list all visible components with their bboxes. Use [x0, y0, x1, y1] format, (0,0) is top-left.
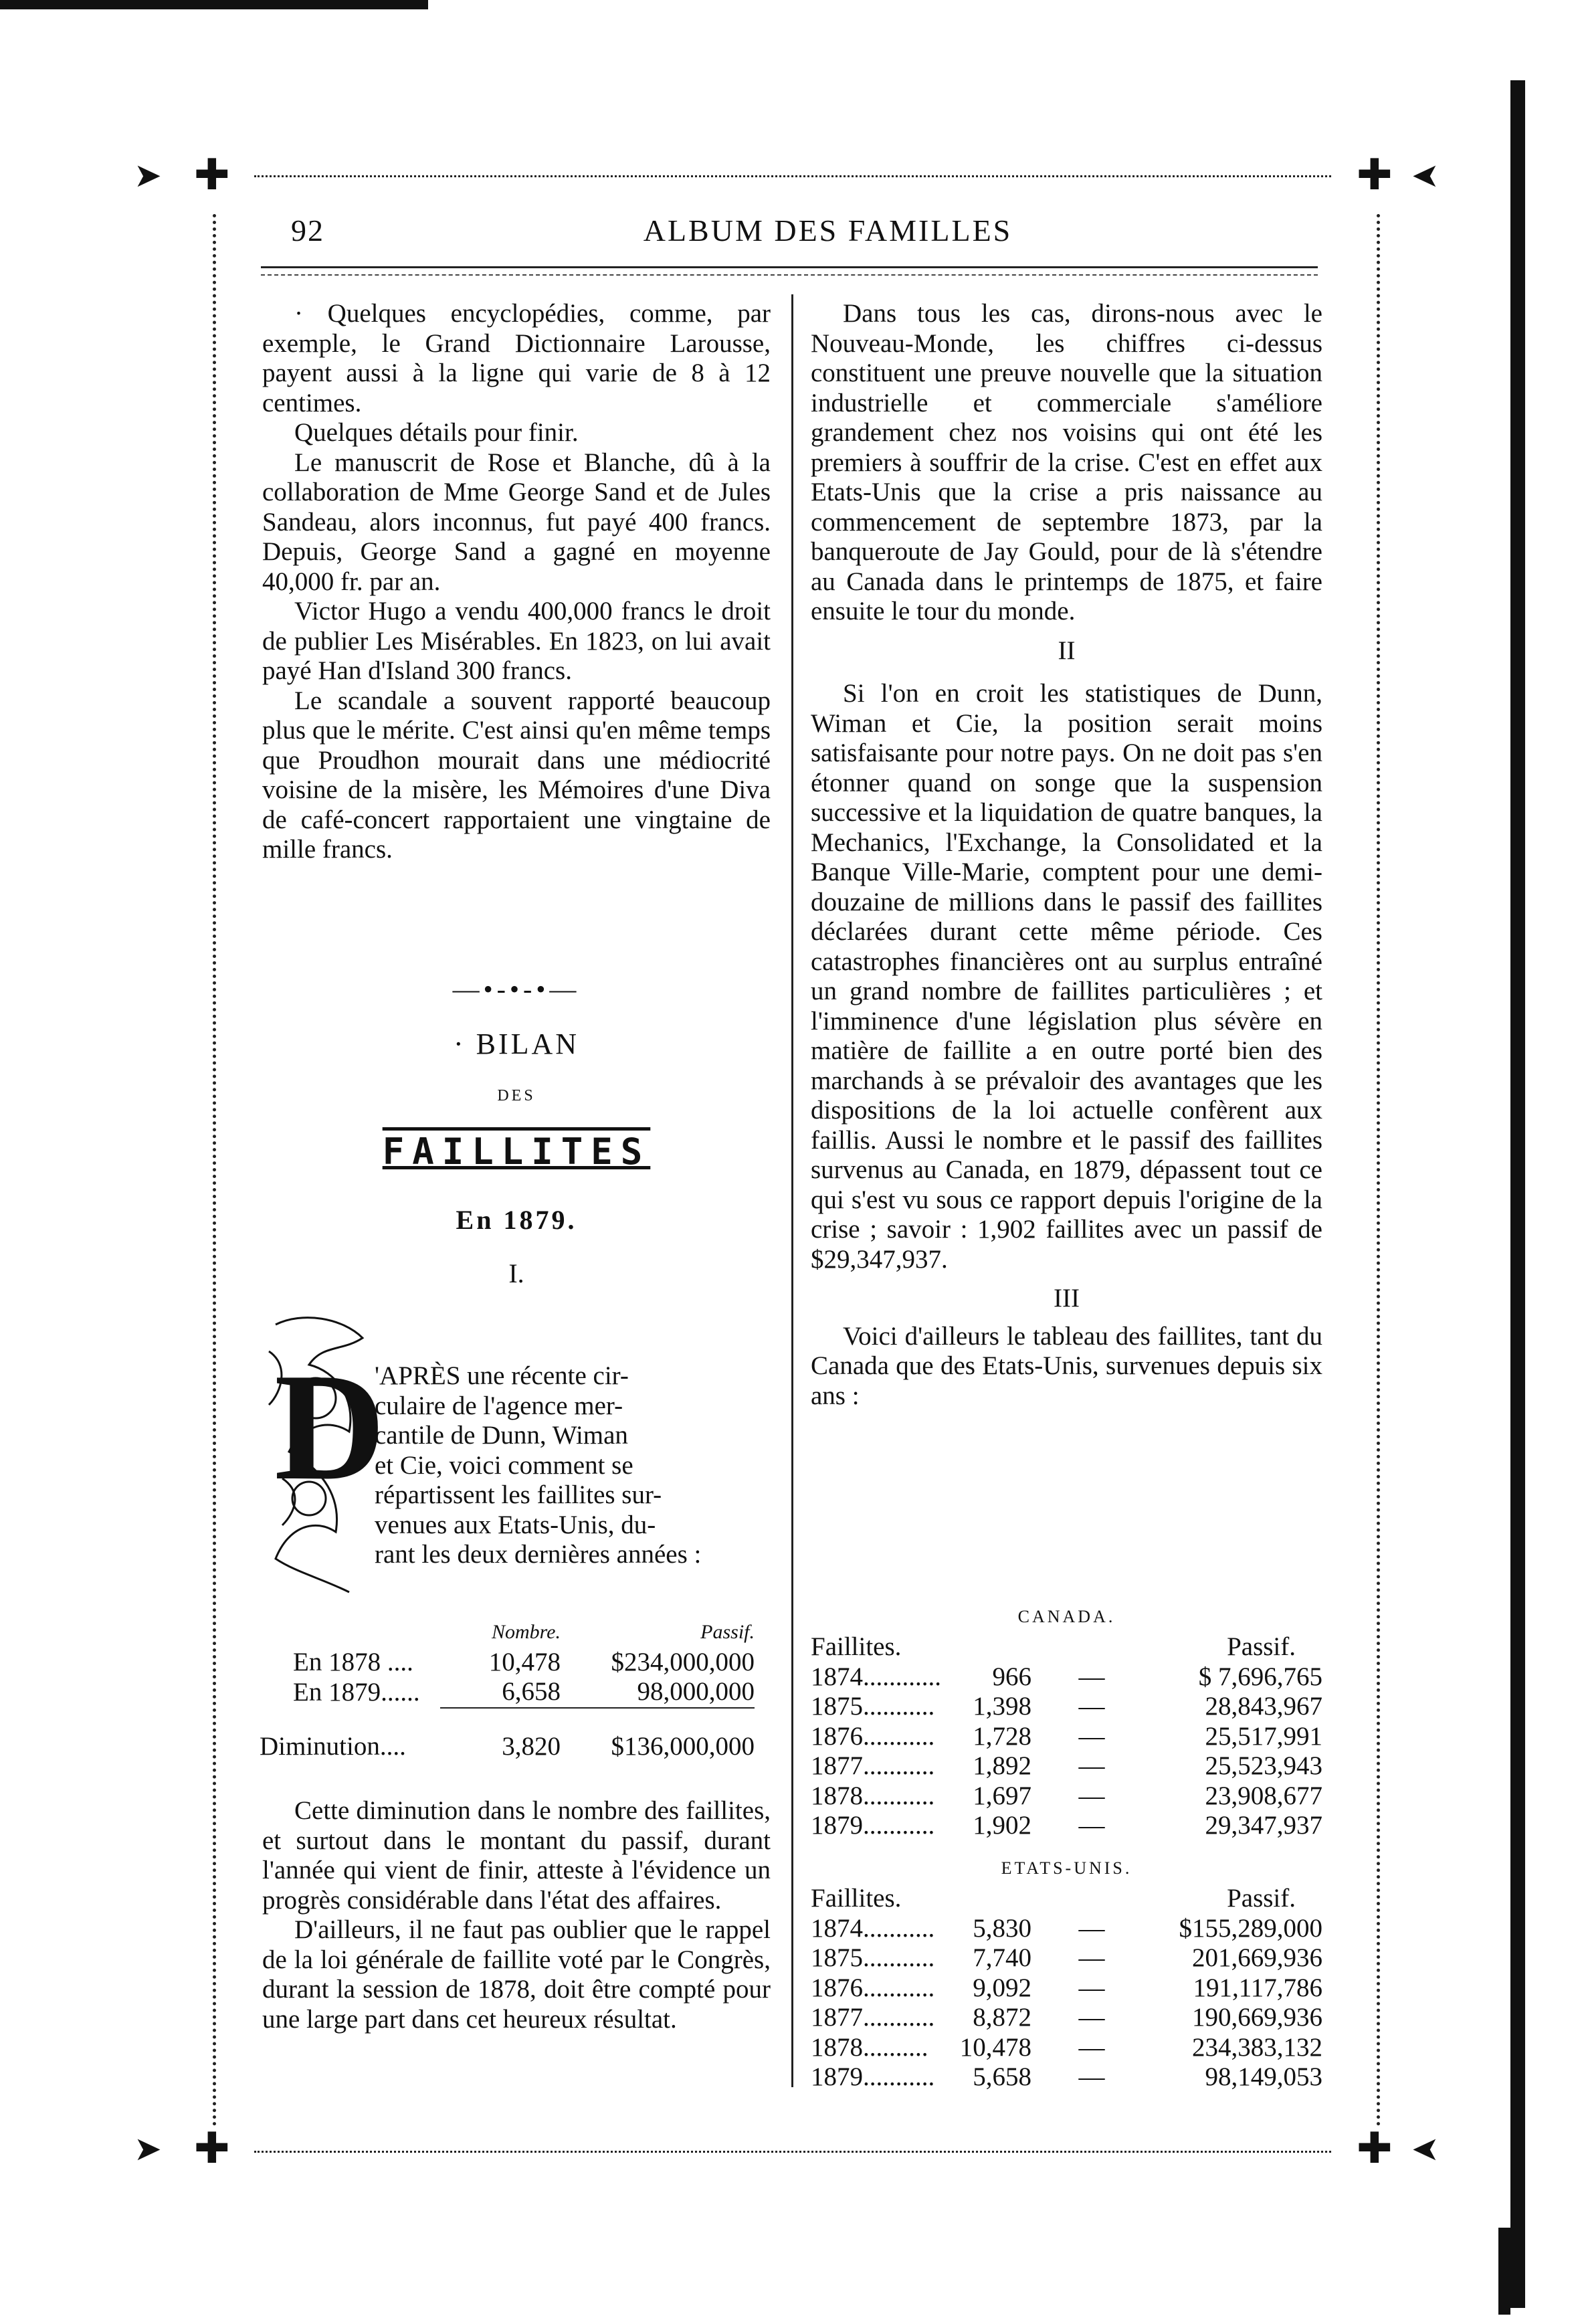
row-passif: 25,523,943: [1205, 1751, 1322, 1780]
usa-table-title: ETATS-UNIS.: [1001, 1858, 1132, 1878]
column-header-nombre: Nombre.: [491, 1621, 561, 1643]
row-year: 1878..........: [811, 2032, 928, 2062]
table-header-row: [811, 1632, 1322, 1662]
row-dash: —: [1078, 2003, 1105, 2032]
paragraph-line: 'APRÈS une récente cir-: [375, 1361, 629, 1390]
canada-failures-table: [811, 1632, 1322, 1841]
paragraph: · Quelques encyclopédies, comme, par exemple, le Grand Dictionnaire Larousse, payent aussi à la ligne qui varie de 8 à 12 centimes.: [262, 299, 771, 417]
paragraph-line: culaire de l'agence mer-: [375, 1391, 623, 1420]
table-row: [811, 1751, 1322, 1781]
failures-comparison-table: [260, 1618, 755, 1761]
table-row: [811, 2033, 1322, 2063]
row-passif: $155,289,000: [1179, 1913, 1322, 1943]
table-row: [811, 2062, 1322, 2093]
row-passif: 25,517,991: [1205, 1721, 1322, 1751]
row-label: En 1879......: [293, 1677, 420, 1707]
top-bar: [0, 0, 428, 9]
column-header-faillites: Faillites.: [811, 1632, 902, 1661]
section-subtitle-year: En 1879.: [456, 1205, 577, 1235]
row-count: 1,697: [973, 1781, 1031, 1810]
row-year: 1877...........: [811, 1751, 935, 1780]
row-passif: 23,908,677: [1205, 1781, 1322, 1810]
row-dash: —: [1078, 1721, 1105, 1751]
header-rule-dashed: [261, 274, 1318, 276]
right-column: [811, 299, 1322, 1411]
row-count: 5,830: [973, 1913, 1031, 1943]
right-edge-bar-lower: [1498, 2228, 1510, 2315]
column-header-passif: Passif.: [1227, 1884, 1296, 1913]
dropcap-paragraph: [375, 1361, 773, 1570]
table-row: [811, 1692, 1322, 1722]
row-dash: —: [1078, 2032, 1105, 2062]
row-passif: 98,149,053: [1205, 2062, 1322, 2091]
row-count: 7,740: [973, 1943, 1031, 1972]
paragraph: D'ailleurs, il ne faut pas oublier que le rappel de la loi générale de faillite voté par le Congrès, durant la session de 1878, doit être compté pour une large part dans cet heureux résultat.: [262, 1915, 771, 2034]
row-count: 8,872: [973, 2003, 1031, 2032]
row-passif: 234,383,132: [1192, 2032, 1322, 2062]
paragraph-line: venues aux Etats-Unis, du-: [375, 1510, 656, 1539]
row-dash: —: [1078, 1662, 1105, 1691]
paragraph-line: cantile de Dunn, Wiman: [375, 1421, 628, 1450]
row-dash: —: [1078, 1751, 1105, 1780]
row-year: 1874............: [811, 1662, 941, 1691]
row-year: 1878...........: [811, 1781, 935, 1810]
table-row: [260, 1677, 755, 1708]
arrow-ornament-bottom-left: ➤: [134, 2129, 162, 2168]
row-year: 1874...........: [811, 1913, 935, 1943]
table-row: [811, 1722, 1322, 1752]
row-passif: 201,669,936: [1192, 1943, 1322, 1972]
column-header-faillites: Faillites.: [811, 1884, 902, 1913]
paragraph: Le scandale a souvent rapporté beaucoup plus que le mérite. C'est ainsi qu'en même temps que Proudhon mourait dans une médiocrité voisine de la misère, les Mémoires d'une Diva de café-concert rapportaient une vingtaine de mille francs.: [262, 686, 771, 864]
arrow-ornament-right: ➤: [1411, 156, 1440, 195]
row-count: 10,478: [959, 2032, 1031, 2062]
corner-ornament-bottom-left: ✚: [194, 2124, 230, 2173]
table-row: [260, 1648, 755, 1678]
row-label: En 1878 ....: [293, 1647, 413, 1676]
table-row: [811, 1973, 1322, 2004]
paragraph: Le manuscrit de Rose et Blanche, dû à la collaboration de Mme George Sand et de Jules Sandeau, alors inconnus, fut payé 400 francs. Depuis, George Sand a gagné en moyenne 40,000 fr. par an.: [262, 448, 771, 596]
section-title-bilan: · BILAN: [453, 1028, 580, 1060]
row-dash: —: [1078, 1811, 1105, 1840]
table-row: [811, 1781, 1322, 1812]
corner-ornament-top-right: ✚: [1357, 151, 1393, 200]
diminution-nombre: 3,820: [502, 1731, 561, 1761]
row-passif: 190,669,936: [1192, 2003, 1322, 2032]
paragraph: Cette diminution dans le nombre des faillites, et surtout dans le montant du passif, durant l'année qui vient de finir, atteste à l'évidence un progrès considérable dans l'état des affaires.: [262, 1796, 771, 1915]
paragraph: Quelques détails pour finir.: [294, 418, 579, 447]
row-passif: 28,843,967: [1205, 1692, 1322, 1721]
row-dash: —: [1078, 2062, 1105, 2091]
paragraph: Si l'on en croit les statistiques de Dunn, Wiman et Cie, la position serait moins satisfaisante pour notre pays. On ne doit pas s'en étonner quand on songe que la suspension successive et la liquidation de quatre banques, la Mechanics, l'Exchange, la Consolidated et la Banque Ville-Marie, comptent pour une demi-douzaine de millions dans le passif des faillites déclarées durant cette même période. Ces catastrophes financières ont au surplus entraîné un grand nombre de faillites particulières ; et l'imminence d'une législation plus sévère en matière de faillite a en outre porté bien des marchands à se prévaloir des avantages que les dispositions de la loi actuelle confèrent aux faillis. Aussi le nombre et le passif des faillites survenus au Canada, en 1879, dépassent tout ce qui s'est vu sous ce rapport depuis l'origine de la crise ; savoir : 1,902 faillites avec un passif de $29,347,937.: [811, 679, 1322, 1274]
frame-top-border: [254, 175, 1331, 184]
ornamental-separator: —•-•-•—: [452, 974, 581, 1004]
table-row: [811, 1943, 1322, 1973]
diminution-label: Diminution....: [260, 1731, 406, 1761]
canada-table-title: CANADA.: [1017, 1607, 1116, 1626]
corner-ornament-top-left: ✚: [194, 151, 230, 200]
column-rule: [791, 294, 793, 2087]
frame-left-border: [213, 214, 216, 2127]
row-dash: —: [1078, 1943, 1105, 1972]
row-year: 1875...........: [811, 1692, 935, 1721]
section-title-des: DES: [497, 1087, 536, 1104]
diminution-passif: $136,000,000: [611, 1731, 755, 1761]
usa-failures-table: [811, 1884, 1322, 2093]
row-passif: 191,117,786: [1193, 1973, 1322, 2002]
left-column-lower: [262, 1796, 771, 2034]
corner-ornament-bottom-right: ✚: [1357, 2124, 1393, 2173]
page-number: 92: [291, 213, 324, 248]
row-count: 966: [992, 1662, 1031, 1691]
table-row: [811, 2003, 1322, 2033]
row-year: 1875...........: [811, 1943, 935, 1972]
running-title: ALBUM DES FAMILLES: [643, 213, 1013, 248]
row-dash: —: [1078, 1692, 1105, 1721]
row-passif: 29,347,937: [1205, 1811, 1322, 1840]
row-year: 1879...........: [811, 1811, 935, 1840]
column-header-passif: Passif.: [700, 1621, 755, 1643]
row-year: 1876...........: [811, 1721, 935, 1751]
frame-bottom-border: [254, 2151, 1331, 2159]
row-passif: $234,000,000: [611, 1647, 755, 1676]
row-count: 1,398: [973, 1692, 1031, 1721]
row-passif: 98,000,000: [561, 1677, 755, 1708]
section-number-iii: III: [1054, 1284, 1080, 1313]
row-count: 9,092: [973, 1973, 1031, 2002]
section-number-ii: II: [1058, 636, 1076, 665]
right-edge-bar: [1510, 80, 1525, 2308]
section-title-faillites: FAILLITES: [382, 1131, 651, 1173]
frame-right-border: [1377, 214, 1380, 2127]
row-passif: $ 7,696,765: [1198, 1662, 1322, 1691]
row-dash: —: [1078, 1973, 1105, 2002]
left-column: [262, 299, 771, 865]
row-count: 1,902: [973, 1811, 1031, 1840]
row-dash: —: [1078, 1913, 1105, 1943]
row-dash: —: [1078, 1781, 1105, 1810]
table-total-row: [260, 1732, 755, 1762]
row-year: 1876...........: [811, 1973, 935, 2002]
row-count: 5,658: [973, 2062, 1031, 2091]
table-header-row: [811, 1884, 1322, 1914]
row-year: 1877...........: [811, 2003, 935, 2032]
row-count: 1,728: [973, 1721, 1031, 1751]
table-row: [811, 1914, 1322, 1944]
dropcap-letter: D: [274, 1341, 386, 1512]
arrow-ornament-left: ➤: [134, 156, 162, 195]
paragraph-line: rant les deux dernières années :: [375, 1540, 702, 1569]
table-row: [811, 1811, 1322, 1841]
paragraph: Dans tous les cas, dirons-nous avec le Nouveau-Monde, les chiffres ci-dessus constituent une preuve nouvelle que la situation industrielle et commerciale s'améliore grandement chez nos voisins qui ont été les premiers à souffrir de la crise. C'est en effet aux Etats-Unis que la crise a pris naissance au commencement de septembre 1873, par la banqueroute de Jay Gould, pour de là s'étendre au Canada dans le printemps de 1875, et faire ensuite le tour du monde.: [811, 299, 1322, 625]
table-header-row: [260, 1618, 755, 1648]
paragraph-line: et Cie, voici comment se: [375, 1450, 633, 1480]
paragraph: Victor Hugo a vendu 400,000 francs le droit de publier Les Misérables. En 1823, on lui avait payé Han d'Island 300 francs.: [262, 597, 771, 685]
arrow-ornament-bottom-right: ➤: [1411, 2129, 1440, 2168]
row-count: 1,892: [973, 1751, 1031, 1780]
paragraph-line: répartissent les faillites sur-: [375, 1480, 662, 1509]
column-header-passif: Passif.: [1227, 1632, 1296, 1661]
row-year: 1879...........: [811, 2062, 935, 2091]
table-row: [811, 1662, 1322, 1692]
dropcap-illustration: [262, 1311, 386, 1599]
section-number-i: I.: [508, 1258, 524, 1288]
header-rule: [261, 266, 1318, 268]
row-nombre: 6,658: [440, 1677, 561, 1708]
row-nombre: 10,478: [488, 1647, 561, 1676]
paragraph: Voici d'ailleurs le tableau des faillites, tant du Canada que des Etats-Unis, survenues depuis six ans :: [811, 1321, 1322, 1410]
